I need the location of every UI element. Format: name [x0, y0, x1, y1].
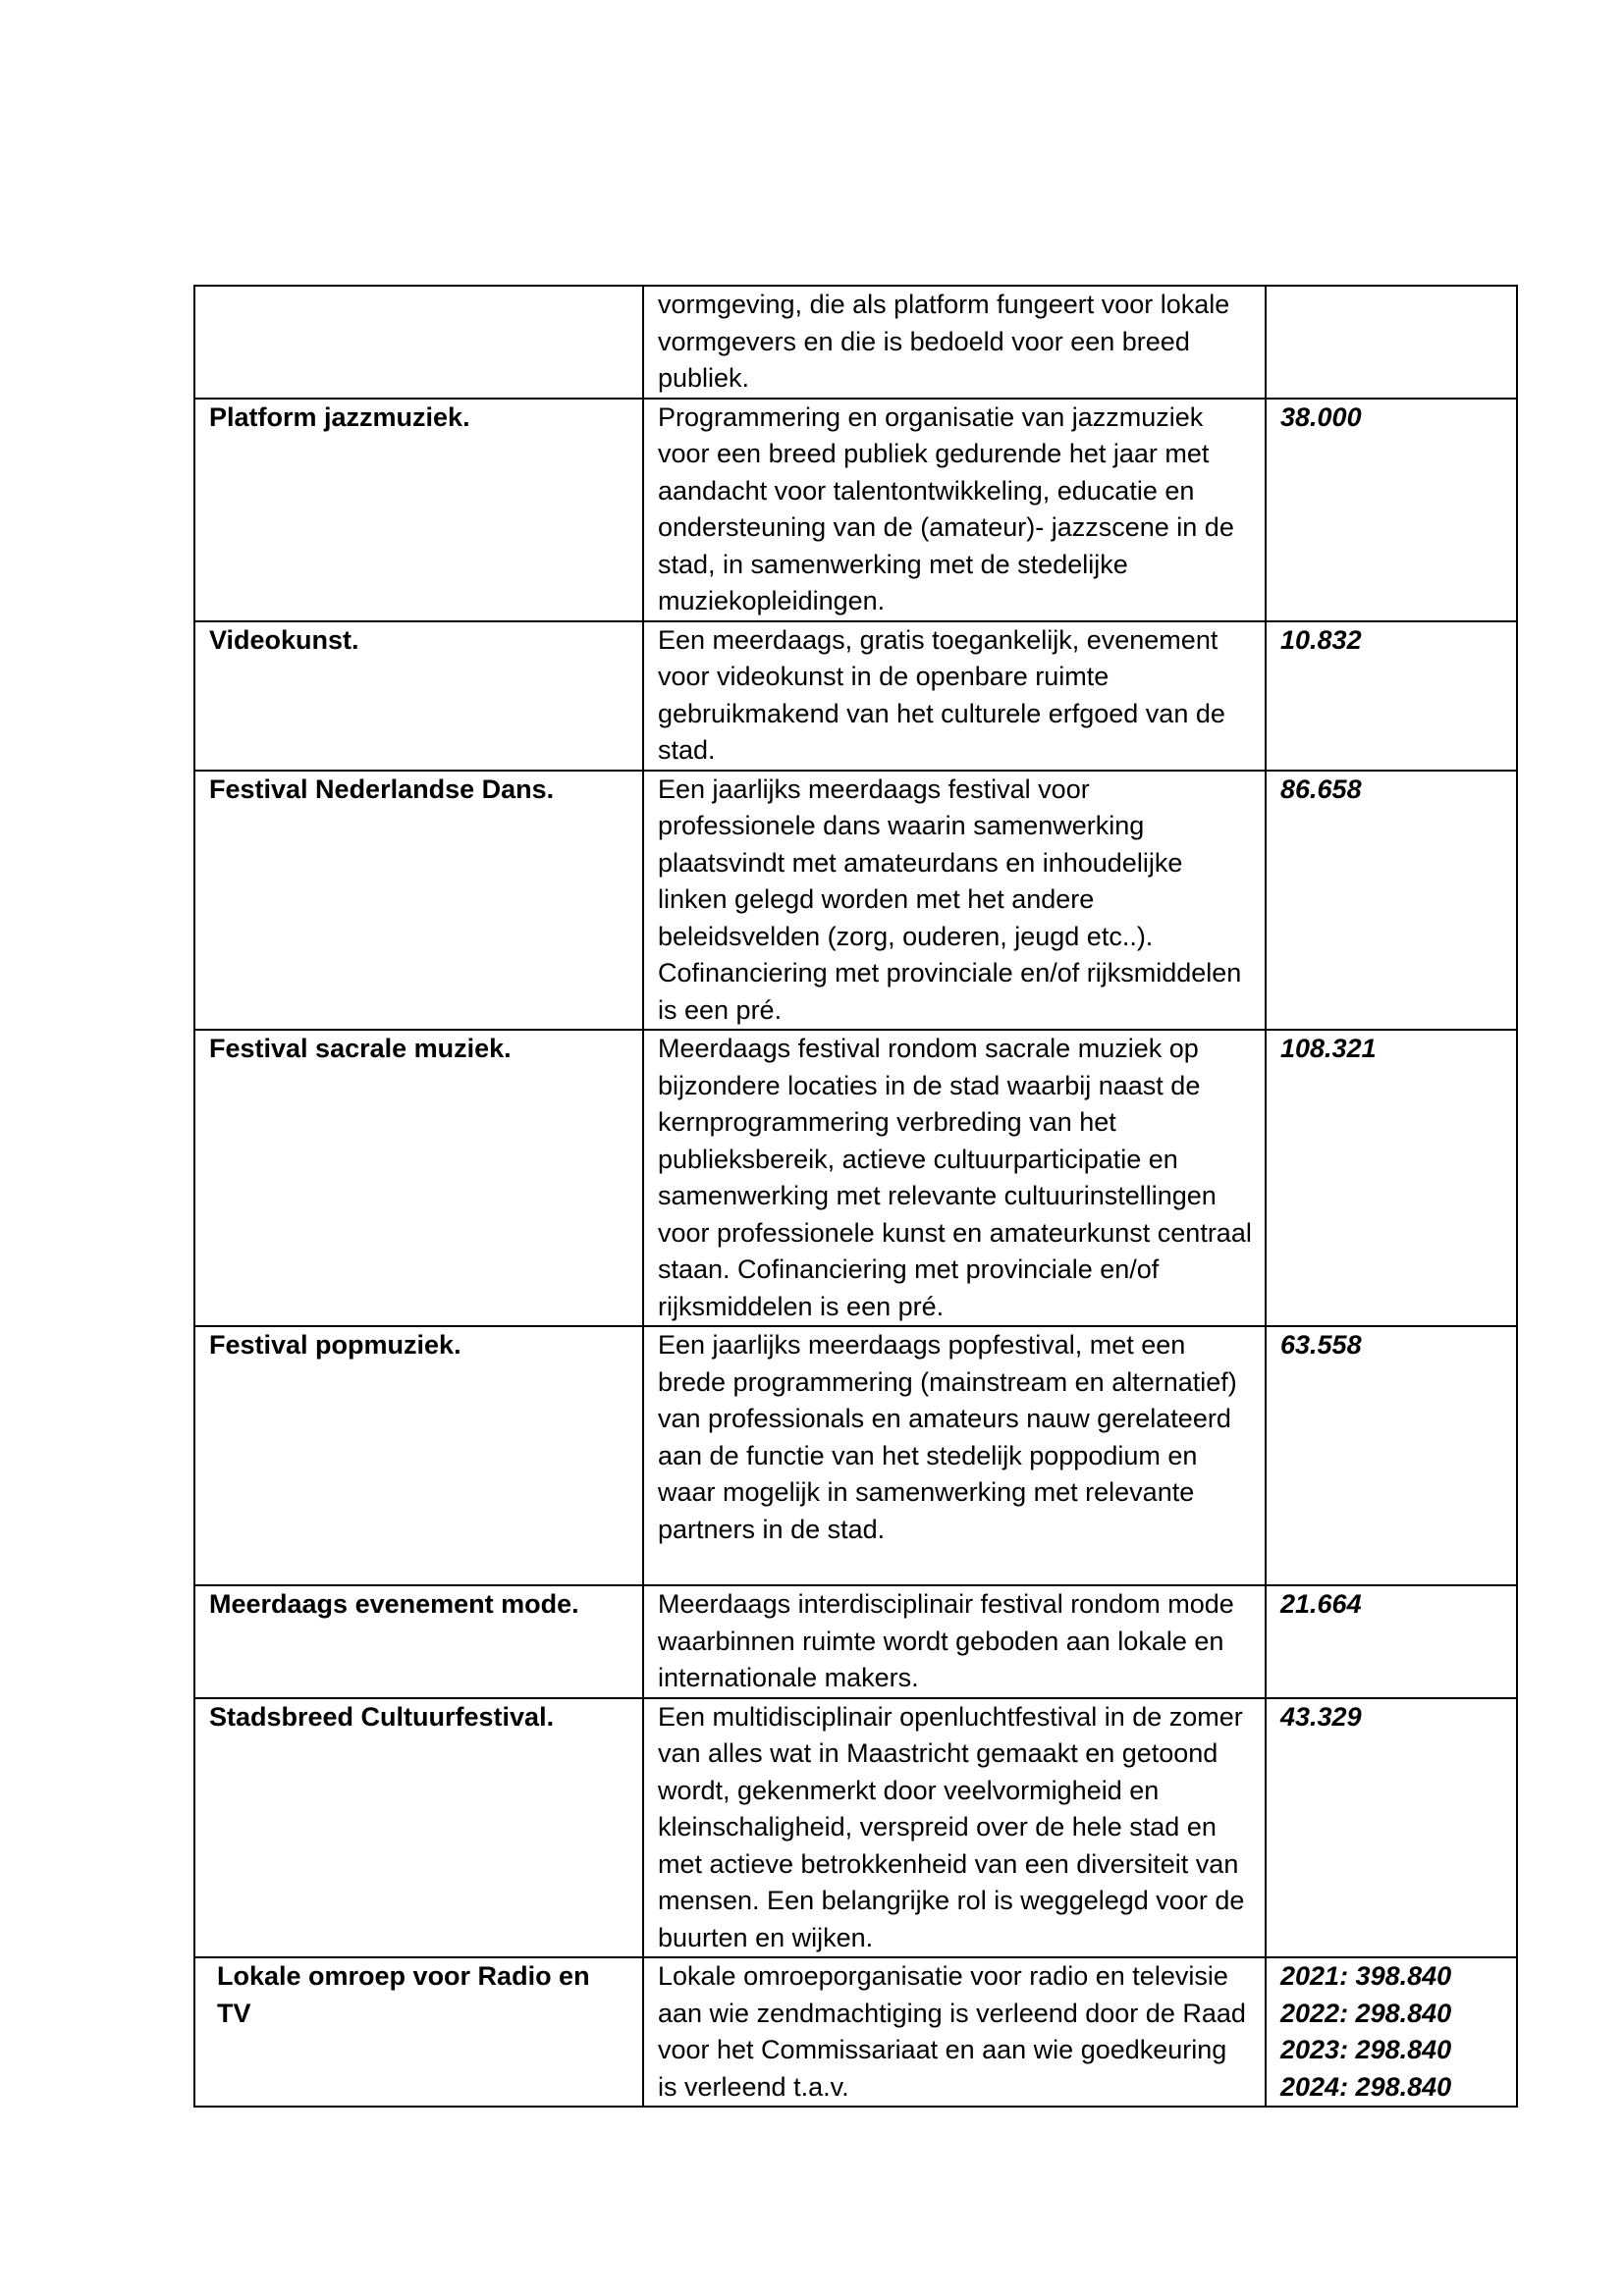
- amount-year-2022: 2022: 298.840: [1280, 1998, 1452, 2028]
- table-row: [194, 771, 1517, 1031]
- row-description: Een meerdaags, gratis toegankelijk, evenement voor videokunst in de openbare ruimte gebruikmakend van het culturele erfgoed van de stad.: [643, 621, 1266, 771]
- subsidy-table: [193, 285, 1518, 2108]
- row-name: [194, 286, 643, 399]
- row-amount: 38.000: [1266, 399, 1517, 621]
- row-name: Festival popmuziek.: [194, 1326, 643, 1585]
- table-row: [194, 1957, 1517, 2107]
- row-description: Een jaarlijks meerdaags popfestival, met een brede programmering (mainstream en alternatief) van professionals en amateurs nauw gerelateerd aan de functie van het stedelijk poppodium en waar mogelijk in samenwerking met relevante partners in de stad.: [643, 1326, 1266, 1585]
- row-name: Festival Nederlandse Dans.: [194, 771, 643, 1031]
- row-description: Meerdaags festival rondom sacrale muziek op bijzondere locaties in de stad waarbij naast de kernprogrammering verbreding van het publieksbereik, actieve cultuurparticipatie en samenwerking met relevante cultuurinstellingen voor professionele kunst en amateurkunst centraal staan. Cofinanciering met provinciale en/of rijksmiddelen is een pré.: [643, 1030, 1266, 1326]
- row-description: Programmering en organisatie van jazzmuziek voor een breed publiek gedurende het jaar met aandacht voor talentontwikkeling, educatie en ondersteuning van de (amateur)- jazzscene in de stad, in samenwerking met de stedelijke muziekopleidingen.: [643, 399, 1266, 621]
- row-name: Lokale omroep voor Radio en TV: [194, 1957, 643, 2107]
- table-row: [194, 621, 1517, 771]
- table-row: [194, 1326, 1517, 1585]
- amount-year-2024: 2024: 298.840: [1280, 2071, 1452, 2102]
- row-amount: 86.658: [1266, 771, 1517, 1031]
- table-row: [194, 1585, 1517, 1698]
- row-amount: [1266, 286, 1517, 399]
- row-amount: 10.832: [1266, 621, 1517, 771]
- row-description: Meerdaags interdisciplinair festival rondom mode waarbinnen ruimte wordt geboden aan lokale en internationale makers.: [643, 1585, 1266, 1698]
- row-name: Meerdaags evenement mode.: [194, 1585, 643, 1698]
- row-description: Lokale omroeporganisatie voor radio en televisie aan wie zendmachtiging is verleend door de Raad voor het Commissariaat en aan wie goedkeuring is verleend t.a.v.: [643, 1957, 1266, 2107]
- table-row: [194, 1030, 1517, 1326]
- table-row: [194, 1698, 1517, 1958]
- row-amount: 108.321: [1266, 1030, 1517, 1326]
- row-amount-list: [1266, 1957, 1517, 2107]
- row-name: Platform jazzmuziek.: [194, 399, 643, 621]
- row-description: Een multidisciplinair openluchtfestival in de zomer van alles wat in Maastricht gemaakt en getoond wordt, gekenmerkt door veelvormigheid en kleinschaligheid, verspreid over de hele stad en met actieve betrokkenheid van een diversiteit van mensen. Een belangrijke rol is weggelegd voor de buurten en wijken.: [643, 1698, 1266, 1958]
- amount-year-2021: 2021: 398.840: [1280, 1961, 1452, 1991]
- row-name: Videokunst.: [194, 621, 643, 771]
- row-description: Een jaarlijks meerdaags festival voor professionele dans waarin samenwerking plaatsvindt met amateurdans en inhoudelijke linken gelegd worden met het andere beleidsvelden (zorg, ouderen, jeugd etc..). Cofinanciering met provinciale en/of rijksmiddelen is een pré.: [643, 771, 1266, 1031]
- row-amount: 63.558: [1266, 1326, 1517, 1585]
- amount-year-2023: 2023: 298.840: [1280, 2035, 1452, 2064]
- row-name: Festival sacrale muziek.: [194, 1030, 643, 1326]
- row-amount: 21.664: [1266, 1585, 1517, 1698]
- row-amount: 43.329: [1266, 1698, 1517, 1958]
- row-description: vormgeving, die als platform fungeert voor lokale vormgevers en die is bedoeld voor een breed publiek.: [643, 286, 1266, 399]
- table-row-continuation: [194, 286, 1517, 399]
- row-name: Stadsbreed Cultuurfestival.: [194, 1698, 643, 1958]
- table-row: [194, 399, 1517, 621]
